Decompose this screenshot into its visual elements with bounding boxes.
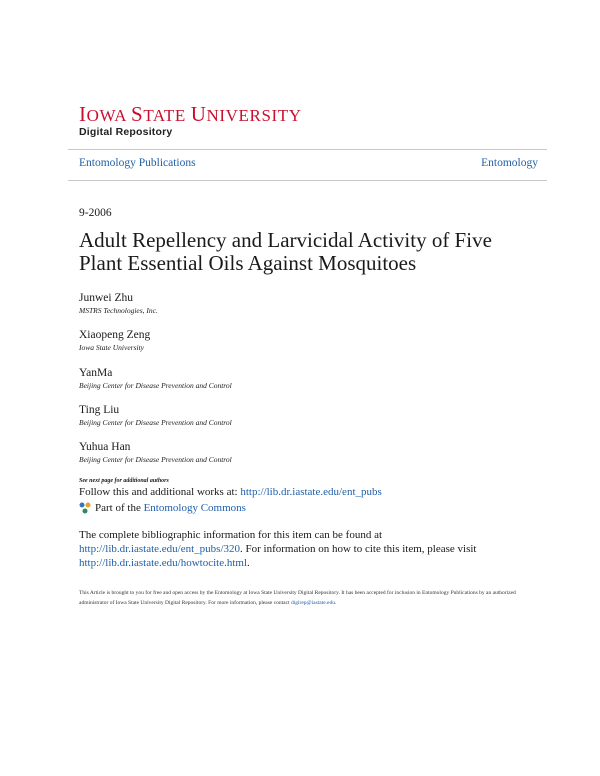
part-of-line: Part of the Entomology Commons [79,502,246,514]
commons-link[interactable]: Entomology Commons [143,502,246,514]
author-affiliation: Beijing Center for Disease Prevention and Control [79,455,232,464]
breadcrumb-department-link[interactable]: Entomology [481,157,538,169]
additional-authors-note: See next page for additional authors [79,478,169,484]
author-entry [79,440,232,465]
author-name: Yuhua Han [79,441,131,453]
contact-email-link[interactable]: digirep@iastate.edu [290,600,335,606]
author-affiliation: Beijing Center for Disease Prevention and Control [79,381,232,390]
logo-subtitle: Digital Repository [79,126,173,138]
author-entry [79,403,232,428]
article-title: Adult Repellency and Larvicidal Activity of Five Plant Essential Oils Against Mosquitoes [79,228,492,275]
follow-line: Follow this and additional works at: http://lib.dr.iastate.edu/ent_pubs [79,486,382,498]
author-name: Ting Liu [79,404,120,416]
author-name: Xiaopeng Zeng [79,329,151,341]
bottom-divider [68,180,547,181]
citation-info: The complete bibliographic information for this item can be found at http://lib.dr.iastate.edu/ent_pubs/320. For information on how to cite this item, please visit http://lib.dr.iastate.edu/howtocite.html. [79,529,477,569]
item-link[interactable]: http://lib.dr.iastate.edu/ent_pubs/320 [79,543,241,555]
author-entry [79,291,158,316]
breadcrumb-collection-link[interactable]: Entomology Publications [79,157,196,169]
follow-link[interactable]: http://lib.dr.iastate.edu/ent_pubs [240,486,382,498]
network-icon [79,502,91,514]
author-name: Junwei Zhu [79,292,133,304]
author-affiliation: MSTRS Technologies, Inc. [79,306,158,315]
footer-notice: This Article is brought to you for free and open access by the Entomology at Iowa State University Digital Repository. It has been accepted for inclusion in Entomology Publications by an authorized administrator of Iowa State University Digital Repository. For more information, please contact digirep@iastate.edu. [79,590,516,606]
logo-title: IOWA STATE UNIVERSITY [79,102,302,126]
university-logo [79,102,302,138]
publication-date: 9-2006 [79,207,112,219]
top-divider [68,149,547,150]
author-entry [79,328,150,353]
author-name: YanMa [79,367,113,379]
author-entry [79,366,232,391]
author-affiliation: Iowa State University [79,343,144,352]
howtocite-link[interactable]: http://lib.dr.iastate.edu/howtocite.html [79,557,248,569]
author-affiliation: Beijing Center for Disease Prevention and Control [79,418,232,427]
